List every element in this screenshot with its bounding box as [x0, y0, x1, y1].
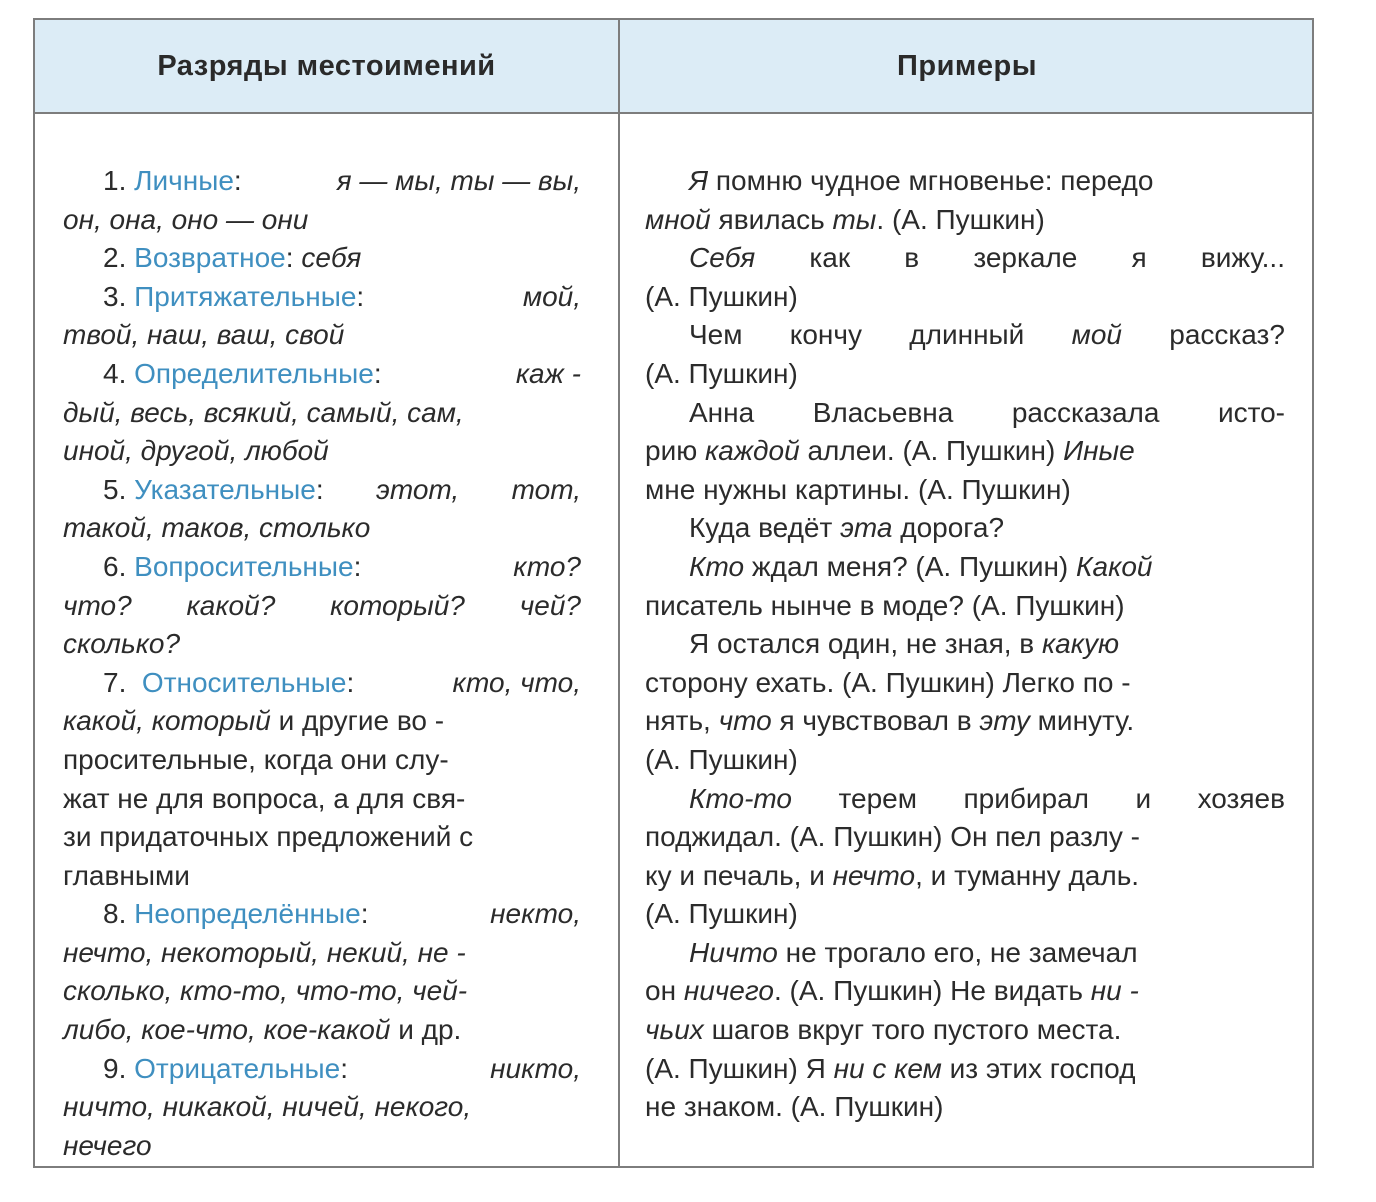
example-line — [645, 1011, 1285, 1050]
pronoun: ни с кем — [833, 1052, 942, 1084]
category-description: и др. — [390, 1014, 462, 1046]
category-relative — [63, 664, 581, 703]
category-personal — [63, 162, 581, 201]
category-name: Притяжательные — [134, 280, 357, 312]
example-line — [645, 201, 1285, 240]
example-line: писатель нынче в моде? (А. Пушкин) — [645, 589, 1125, 621]
example-text: Чем — [689, 319, 743, 351]
category-description: просительные, когда они слу- — [63, 743, 449, 775]
example-line: (А. Пушкин) — [645, 898, 798, 930]
item-number: 4. — [103, 357, 135, 389]
example-text: минуту. — [1029, 705, 1135, 737]
example-line — [645, 432, 1285, 471]
category-examples: кто? — [513, 550, 581, 582]
pronoun: Иные — [1063, 435, 1135, 467]
example-text: кончу — [789, 319, 862, 351]
category-examples: сколько? — [63, 628, 181, 660]
category-reflexive — [63, 239, 581, 278]
category-name: Неопределённые — [134, 898, 361, 930]
category-examples: иной, другой, любой — [63, 435, 329, 467]
pronoun: Я — [689, 165, 709, 196]
item-number: 2. — [103, 242, 135, 274]
category-name: Возвратное — [134, 242, 286, 274]
colon: : — [373, 357, 382, 389]
example-text: шагов вкруг того пустого места. — [703, 1014, 1122, 1046]
example-text: прибирал — [963, 782, 1089, 814]
colon: : — [346, 666, 355, 698]
example-text: помню чудное мгновенье: передо — [708, 165, 1154, 196]
example-text: Власьевна — [812, 396, 954, 428]
colon: : — [233, 165, 242, 196]
example-text: аллеи. (А. Пушкин) — [799, 435, 1064, 467]
example-text: в — [904, 242, 920, 274]
example-text: он — [645, 975, 684, 1007]
column-divider — [618, 20, 620, 1166]
example-line: (А. Пушкин) — [645, 743, 798, 775]
example-text: я — [1131, 242, 1147, 274]
example-line — [645, 394, 1285, 433]
category-indefinite — [63, 895, 581, 934]
example-text: хозяев — [1197, 782, 1285, 814]
item-number: 3. — [103, 280, 135, 312]
category-demonstrative — [63, 471, 581, 510]
category-examples: я — мы, ты — вы, — [336, 165, 581, 196]
categories-column — [63, 114, 581, 1165]
example-text: не трогало его, не замечал — [777, 936, 1138, 968]
category-name: Вопросительные — [134, 550, 354, 582]
pronoun: ни - — [1090, 975, 1139, 1007]
example-line — [645, 1050, 1285, 1089]
example-text: рассказала — [1011, 396, 1160, 428]
colon: : — [315, 473, 324, 505]
category-possessive — [63, 278, 581, 317]
colon: : — [285, 242, 302, 274]
category-examples: какой, который — [63, 705, 271, 737]
example-text: рассказ? — [1169, 319, 1285, 351]
pronoun: ты — [832, 203, 877, 235]
item-number: 5. — [103, 473, 135, 505]
example-line — [645, 857, 1285, 896]
pronoun-categories-table — [33, 18, 1314, 1168]
pronoun: мой — [1071, 319, 1122, 351]
category-examples: либо, кое-что, кое-какой — [63, 1014, 391, 1046]
category-description: главными — [63, 859, 190, 891]
pronoun: Себя — [689, 242, 756, 274]
example-text: Я остался один, не зная, в — [689, 628, 1042, 660]
category-examples: он, она, оно — они — [63, 203, 309, 235]
pronoun: эта — [840, 512, 893, 544]
pronoun: мной — [645, 203, 711, 235]
example-line: сторону ехать. (А. Пушкин) Легко по - — [645, 666, 1131, 698]
category-examples: ничто, никакой, ничей, некого, — [63, 1091, 472, 1123]
example-line: поджидал. (А. Пушкин) Он пел разлу - — [645, 821, 1140, 853]
example-text: , и туманну даль. — [915, 859, 1140, 891]
category-examples: который? — [330, 589, 465, 621]
example-text: . (А. Пушкин) Не видать — [773, 975, 1091, 1007]
example-line — [645, 509, 1285, 548]
category-examples: нечто, некоторый, некий, не - — [63, 936, 466, 968]
pronoun: каждой — [705, 435, 800, 467]
header-categories: Разряды местоимений — [157, 49, 496, 82]
header-examples: Примеры — [897, 49, 1037, 82]
example-text: из этих господ — [941, 1052, 1136, 1084]
example-text: ку и печаль, и — [645, 859, 833, 891]
example-text: вижу... — [1200, 242, 1285, 274]
example-line: (А. Пушкин) — [645, 357, 798, 389]
example-line — [645, 316, 1285, 355]
example-line: не знаком. (А. Пушкин) — [645, 1091, 944, 1123]
category-examples: некто, — [490, 898, 581, 930]
example-text: терем — [838, 782, 917, 814]
category-examples: твой, наш, ваш, свой — [63, 319, 345, 351]
item-number: 6. — [103, 550, 135, 582]
category-examples: что? — [63, 589, 132, 621]
category-name: Отрицательные — [134, 1052, 341, 1084]
example-text: . (А. Пушкин) — [876, 203, 1045, 235]
pronoun: Какой — [1076, 550, 1153, 582]
item-number: 8. — [103, 898, 135, 930]
example-line: (А. Пушкин) — [645, 280, 798, 312]
category-examples: тот, — [511, 473, 581, 505]
category-determinative — [63, 355, 581, 394]
category-description: зи придаточных предложений с — [63, 821, 474, 853]
category-examples: такой, таков, столько — [63, 512, 371, 544]
example-text: явилась — [710, 203, 833, 235]
item-number: 9. — [103, 1052, 135, 1084]
colon: : — [356, 280, 365, 312]
category-examples: чей? — [519, 589, 581, 621]
example-text: (А. Пушкин) Я — [645, 1052, 834, 1084]
pronoun: ничего — [683, 975, 774, 1007]
category-examples: никто, — [490, 1052, 581, 1084]
pronoun: чьих — [645, 1014, 704, 1046]
category-description: жат не для вопроса, а для свя- — [63, 782, 466, 814]
pronoun: Кто-то — [689, 782, 792, 814]
example-text: нять, — [645, 705, 719, 737]
example-text: рию — [645, 435, 705, 467]
category-name: Личные — [134, 165, 234, 196]
category-examples: этот, — [376, 473, 460, 505]
example-text: Анна — [689, 396, 755, 428]
example-text: зеркале — [973, 242, 1078, 274]
pronoun: Ничто — [689, 936, 778, 968]
category-interrogative — [63, 548, 581, 587]
category-examples: какой? — [186, 589, 276, 621]
category-description: и другие во - — [270, 705, 445, 737]
table-header — [35, 20, 1312, 114]
colon: : — [360, 898, 369, 930]
category-name: Указательные — [134, 473, 316, 505]
colon: : — [353, 550, 362, 582]
category-examples: себя — [301, 242, 362, 274]
example-line: мне нужны картины. (А. Пушкин) — [645, 473, 1071, 505]
category-examples: сколько, кто-то, что-то, чей- — [63, 975, 468, 1007]
example-text: ждал меня? (А. Пушкин) — [744, 550, 1077, 582]
pronoun: Кто — [689, 550, 745, 582]
category-examples: каж - — [515, 357, 581, 389]
example-line — [645, 548, 1285, 587]
pronoun: нечто — [832, 859, 916, 891]
category-examples: мой, — [522, 280, 581, 312]
example-line — [645, 972, 1285, 1011]
category-examples: дый, весь, всякий, самый, сам, — [63, 396, 464, 428]
example-line — [645, 162, 1285, 201]
example-text: я чувствовал в — [771, 705, 980, 737]
category-name: Относительные — [141, 666, 347, 698]
example-line — [645, 239, 1285, 278]
pronoun: эту — [979, 705, 1030, 737]
example-line — [645, 934, 1285, 973]
example-text: и — [1135, 782, 1152, 814]
category-name: Определительные — [134, 357, 374, 389]
pronoun: какую — [1041, 628, 1120, 660]
examples-column — [645, 114, 1285, 1127]
colon: : — [340, 1052, 348, 1084]
pronoun: что — [718, 705, 772, 737]
example-text: как — [809, 242, 851, 274]
example-line — [645, 702, 1285, 741]
category-examples: нечего — [63, 1129, 152, 1161]
example-text: исто- — [1217, 396, 1285, 428]
example-text: дорога? — [892, 512, 1005, 544]
example-text: длинный — [909, 319, 1025, 351]
category-negative — [63, 1050, 581, 1089]
category-examples: кто, что, — [452, 666, 581, 698]
example-line — [645, 625, 1285, 664]
example-line — [645, 780, 1285, 819]
example-text: Куда ведёт — [689, 512, 841, 544]
item-number: 7. — [103, 666, 142, 698]
item-number: 1. — [103, 165, 135, 196]
